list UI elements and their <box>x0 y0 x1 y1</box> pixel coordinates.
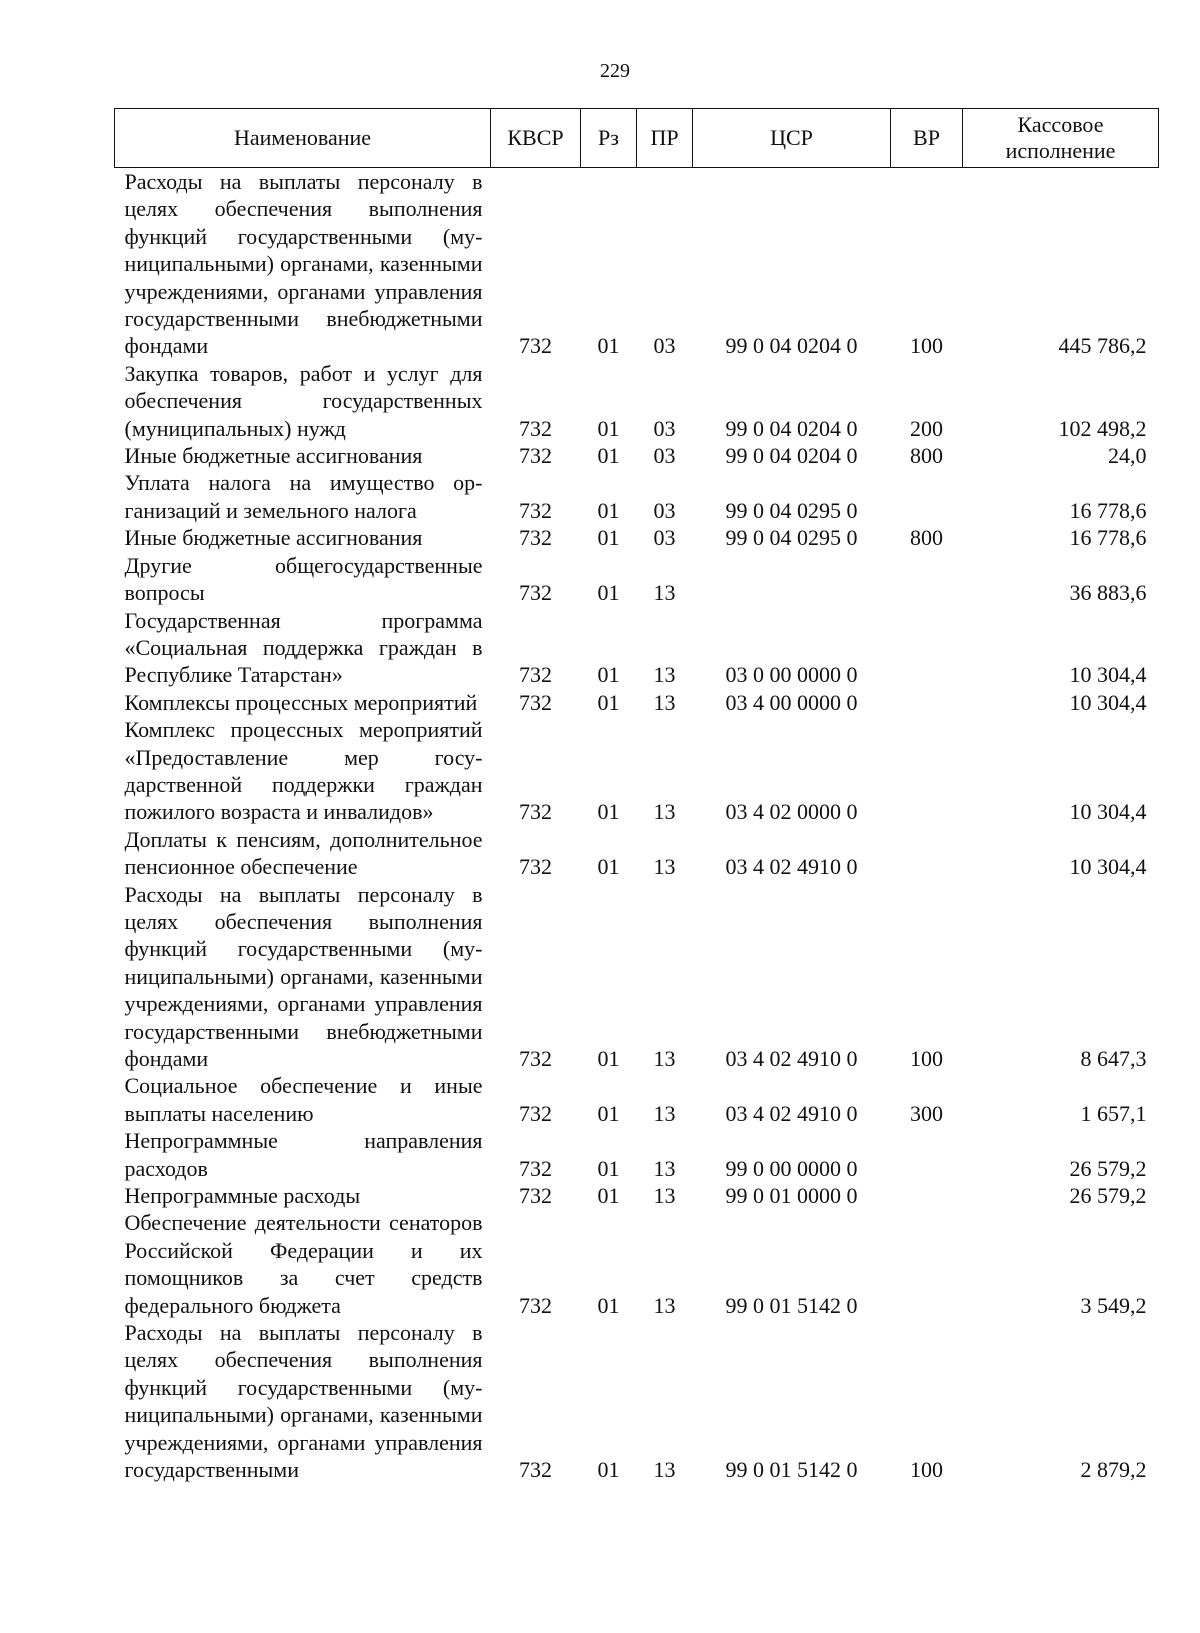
cell-rz: 01 <box>597 1457 620 1483</box>
cell-sum: 16 778,6 <box>1069 497 1147 523</box>
cell-name: Социальное обеспечение и иные выплаты населению <box>124 1073 483 1126</box>
table-row <box>115 607 1159 689</box>
cell-vr: 100 <box>910 1457 943 1483</box>
header-pr: ПР <box>637 109 693 168</box>
cell-vr: 300 <box>910 1100 943 1126</box>
cell-pr: 13 <box>653 1457 676 1483</box>
cell-rz: 01 <box>597 580 620 606</box>
cell-pr: 13 <box>653 1292 676 1318</box>
cell-kvsr: 732 <box>519 443 552 469</box>
table-row <box>115 1072 1159 1127</box>
cell-name: Комплекс процессных мероприятий «Предоставление мер государственной поддержки граждан пожилого возраста и инвалидов» <box>124 717 483 825</box>
cell-pr: 03 <box>653 415 676 441</box>
cell-kvsr: 732 <box>519 1183 552 1209</box>
cell-sum: 24,0 <box>1108 443 1147 469</box>
cell-vr <box>891 1127 963 1182</box>
cell-vr <box>891 469 963 524</box>
header-rz: Рз <box>581 109 637 168</box>
cell-rz: 01 <box>597 443 620 469</box>
cell-pr: 13 <box>653 854 676 880</box>
cell-sum: 10 304,4 <box>1069 689 1147 715</box>
cell-kvsr: 732 <box>519 1155 552 1181</box>
cell-csr: 03 4 02 4910 0 <box>725 1046 858 1071</box>
cell-rz: 01 <box>597 1046 620 1071</box>
cell-csr: 99 0 00 0000 0 <box>725 1155 858 1181</box>
cell-pr: 03 <box>653 525 676 551</box>
cell-pr: 13 <box>653 1155 676 1181</box>
cell-csr: 99 0 04 0295 0 <box>725 525 858 551</box>
page-number: 229 <box>600 60 630 82</box>
cell-sum: 2 879,2 <box>1080 1457 1147 1483</box>
table-body <box>115 168 1159 1484</box>
cell-kvsr: 732 <box>519 580 552 606</box>
cell-vr <box>891 826 963 881</box>
cell-vr: 200 <box>910 415 943 441</box>
cell-vr <box>891 716 963 826</box>
header-vr: ВР <box>891 109 963 168</box>
cell-sum: 10 304,4 <box>1069 662 1147 688</box>
cell-name: Иные бюджетные ассигнования <box>124 525 423 551</box>
table-row <box>115 716 1159 826</box>
cell-name: Закупка товаров, работ и услуг для обеспечения государственных (муниципальных) нужд <box>124 360 483 441</box>
cell-csr <box>693 552 891 607</box>
cell-csr: 99 0 01 0000 0 <box>725 1183 858 1209</box>
cell-rz: 01 <box>597 689 620 715</box>
cell-kvsr: 732 <box>519 662 552 688</box>
cell-name: Расходы на выплаты персоналу в целях обеспечения выполнения функций государственными (муниципальными) органами, казенными учреждениями, органами управления государственными внебюджетными фондами <box>124 169 483 359</box>
cell-kvsr: 732 <box>519 1046 552 1071</box>
cell-kvsr: 732 <box>519 1457 552 1483</box>
budget-table-container <box>114 108 1158 1484</box>
cell-vr <box>891 607 963 689</box>
cell-vr <box>891 552 963 607</box>
table-row <box>115 552 1159 607</box>
table-row <box>115 360 1159 442</box>
cell-sum: 36 883,6 <box>1069 580 1147 606</box>
cell-csr: 99 0 04 0204 0 <box>725 443 858 469</box>
cell-vr <box>891 1182 963 1209</box>
cell-csr: 03 4 00 0000 0 <box>725 689 858 715</box>
cell-vr: 800 <box>910 525 943 551</box>
cell-vr <box>891 689 963 716</box>
cell-csr: 03 4 02 4910 0 <box>725 1100 858 1126</box>
cell-name: Обеспечение деятельности сенаторов Российской Федерации и их помощников за счет средств федерального бюджета <box>124 1210 483 1318</box>
header-row <box>115 109 1159 168</box>
cell-rz: 01 <box>597 662 620 688</box>
cell-kvsr: 732 <box>519 415 552 441</box>
cell-rz: 01 <box>597 1100 620 1126</box>
table-row <box>115 1319 1159 1483</box>
table-row <box>115 689 1159 716</box>
cell-kvsr: 732 <box>519 854 552 880</box>
cell-kvsr: 732 <box>519 333 552 359</box>
cell-rz: 01 <box>597 525 620 551</box>
table-row <box>115 826 1159 881</box>
cell-name: Непрограммные направления расходов <box>124 1128 483 1181</box>
cell-name: Расходы на выплаты персоналу в целях обеспечения выполнения функций государственными (муниципальными) органами, казенными учреждениями, органами управления государственными внебюджетными фондами <box>124 881 483 1071</box>
table-row <box>115 1127 1159 1182</box>
table-row <box>115 881 1159 1073</box>
cell-kvsr: 732 <box>519 497 552 523</box>
cell-csr: 99 0 01 5142 0 <box>725 1457 858 1483</box>
cell-sum: 3 549,2 <box>1080 1292 1147 1318</box>
cell-csr: 03 4 02 4910 0 <box>725 854 858 880</box>
cell-rz: 01 <box>597 333 620 359</box>
cell-name: Доплаты к пенсиям, дополнительное пенсионное обеспечение <box>124 826 483 880</box>
cell-csr: 99 0 04 0204 0 <box>725 333 858 359</box>
cell-name: Уплата налога на имущество организаций и земельного налога <box>124 470 483 523</box>
cell-vr: 800 <box>910 443 943 469</box>
cell-pr: 03 <box>653 443 676 469</box>
cell-kvsr: 732 <box>519 1292 552 1318</box>
cell-rz: 01 <box>597 497 620 523</box>
cell-sum: 1 657,1 <box>1080 1100 1147 1126</box>
cell-pr: 13 <box>653 662 676 688</box>
cell-rz: 01 <box>597 1155 620 1181</box>
table-row <box>115 442 1159 469</box>
cell-sum: 16 778,6 <box>1069 525 1147 551</box>
cell-sum: 445 786,2 <box>1058 333 1147 359</box>
cell-sum: 102 498,2 <box>1058 415 1147 441</box>
cell-csr: 99 0 01 5142 0 <box>725 1292 858 1318</box>
cell-sum: 26 579,2 <box>1069 1155 1147 1181</box>
cell-rz: 01 <box>597 799 620 825</box>
cell-pr: 13 <box>653 580 676 606</box>
cell-vr: 100 <box>910 333 943 359</box>
header-name: Наименование <box>115 109 491 168</box>
header-kvsr: КВСР <box>491 109 581 168</box>
cell-vr <box>891 1209 963 1319</box>
cell-sum: 8 647,3 <box>1080 1046 1147 1071</box>
cell-sum: 10 304,4 <box>1069 799 1147 825</box>
cell-pr: 13 <box>653 689 676 715</box>
cell-vr: 100 <box>910 1046 943 1071</box>
cell-name: Иные бюджетные ассигнования <box>124 443 423 469</box>
cell-name: Расходы на выплаты персоналу в целях обеспечения выполнения функций государственными (муниципальными) органами, казенными учреждениями, органами управления государственными <box>124 1320 483 1483</box>
cell-sum: 26 579,2 <box>1069 1183 1147 1209</box>
header-sum: Кассовое исполнение <box>963 109 1159 168</box>
cell-pr: 13 <box>653 799 676 825</box>
cell-sum: 10 304,4 <box>1069 854 1147 880</box>
table-row <box>115 1209 1159 1319</box>
cell-kvsr: 732 <box>519 1100 552 1126</box>
cell-pr: 03 <box>653 333 676 359</box>
cell-name: Государственная программа «Социальная поддержка граждан в Республике Татарстан» <box>124 607 483 688</box>
cell-kvsr: 732 <box>519 799 552 825</box>
table-row <box>115 1182 1159 1209</box>
cell-rz: 01 <box>597 1292 620 1318</box>
cell-csr: 03 4 02 0000 0 <box>725 799 858 825</box>
cell-csr: 99 0 04 0204 0 <box>725 415 858 441</box>
cell-csr: 03 0 00 0000 0 <box>725 662 858 688</box>
cell-name: Комплексы процессных мероприятий <box>124 689 478 715</box>
table-row <box>115 168 1159 360</box>
table-header <box>115 109 1159 168</box>
cell-pr: 13 <box>653 1100 676 1126</box>
cell-kvsr: 732 <box>519 525 552 551</box>
budget-table <box>114 108 1159 1484</box>
cell-csr: 99 0 04 0295 0 <box>725 497 858 523</box>
cell-rz: 01 <box>597 1183 620 1209</box>
cell-name: Непрограммные расходы <box>124 1183 361 1209</box>
cell-rz: 01 <box>597 415 620 441</box>
table-row <box>115 469 1159 524</box>
cell-name: Другие общегосударственные вопросы <box>124 552 483 606</box>
cell-pr: 03 <box>653 497 676 523</box>
cell-rz: 01 <box>597 854 620 880</box>
table-row <box>115 524 1159 551</box>
cell-pr: 13 <box>653 1046 676 1071</box>
header-csr: ЦСР <box>693 109 891 168</box>
cell-kvsr: 732 <box>519 689 552 715</box>
cell-pr: 13 <box>653 1183 676 1209</box>
